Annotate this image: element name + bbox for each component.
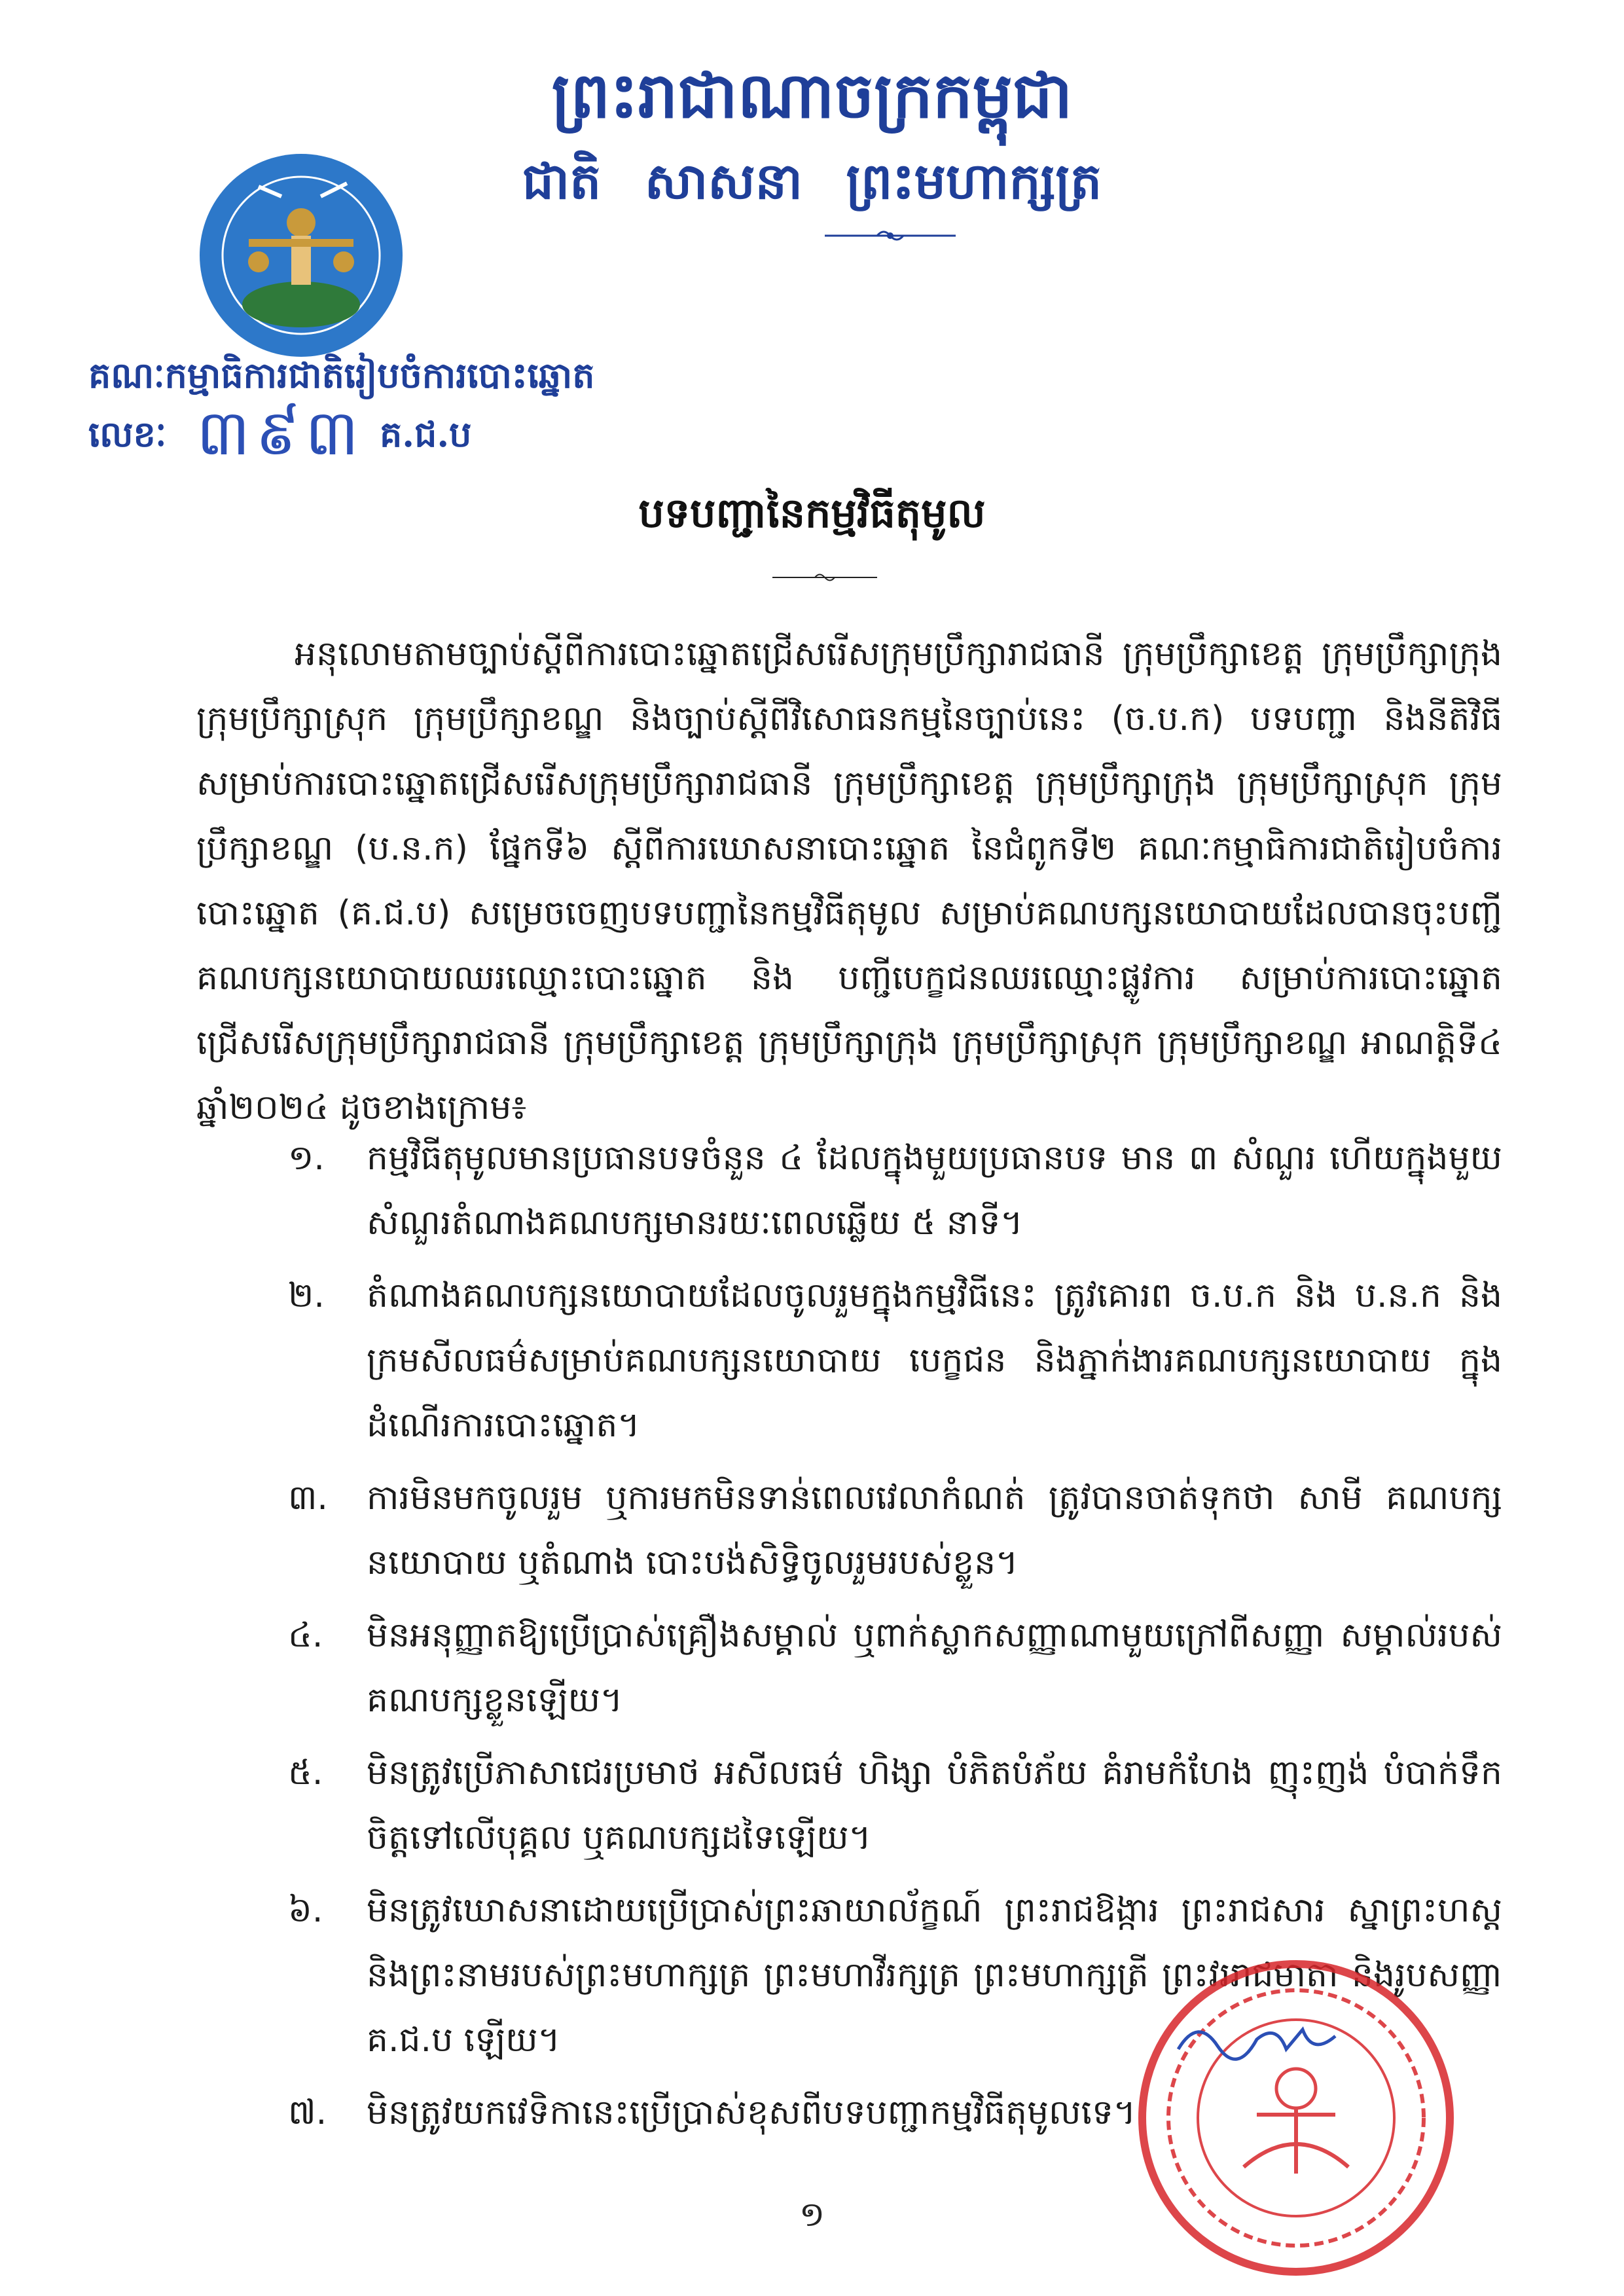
rule-number: ១.	[288, 1139, 325, 1178]
rule-text: មិនត្រូវប្រើភាសាជេរប្រមាថ អសីលធម៌ ហិង្សា បំភិតបំភ័យ គំរាមកំហែង ញុះញង់ បំបាក់ទឹកចិត្តទៅលើបុគ្គល ឬគណបក្សដទៃឡើយ។	[367, 1753, 1502, 1857]
rule-item	[288, 1126, 1502, 1256]
rule-item	[288, 1603, 1502, 1733]
rule-number: ៣.	[288, 1478, 328, 1518]
intro-paragraph: អនុលោមតាមច្បាប់ស្តីពីការបោះឆ្នោតជ្រើសរើសក្រុមប្រឹក្សារាជធានី ក្រុមប្រឹក្សាខេត្ត ក្រុមប្រឹក្សាក្រុង ក្រុមប្រឹក្សាស្រុក ក្រុមប្រឹក្សាខណ្ឌ និងច្បាប់ស្តីពីវិសោធនកម្មនៃច្បាប់នេះ (ច.ប.ក) បទបញ្ជា និងនីតិវិធីសម្រាប់ការបោះឆ្នោតជ្រើសរើសក្រុមប្រឹក្សារាជធានី ក្រុមប្រឹក្សាខេត្ត ក្រុមប្រឹក្សាក្រុង ក្រុមប្រឹក្សាស្រុក ក្រុមប្រឹក្សាខណ្ឌ (ប.ន.ក) ផ្នែកទី៦ ស្តីពីការឃោសនាបោះឆ្នោត នៃជំពូកទី២ គណៈកម្មាធិការជាតិរៀបចំការបោះឆ្នោត (គ.ជ.ប) សម្រេចចេញបទបញ្ជានៃកម្មវិធីតុមូល សម្រាប់គណបក្សនយោបាយដែលបានចុះបញ្ជីគណបក្សនយោបាយឈរឈ្មោះបោះឆ្នោត និង បញ្ជីបេក្ខជនឈរឈ្មោះផ្លូវការ សម្រាប់ការបោះឆ្នោតជ្រើសរើសក្រុមប្រឹក្សារាជធានី ក្រុមប្រឹក្សាខេត្ត ក្រុមប្រឹក្សាក្រុង ក្រុមប្រឹក្សាស្រុក ក្រុមប្រឹក្សាខណ្ឌ អាណត្តិទី៤ ឆ្នាំ២០២៤ ដូចខាងក្រោម៖	[196, 634, 1502, 1127]
agency-name: គណៈកម្មាធិការជាតិរៀបចំការបោះឆ្នោត	[88, 354, 595, 396]
reference-number: ៣៩៣	[196, 396, 365, 469]
rule-number: ៧.	[288, 2093, 327, 2132]
nec-emblem-icon	[196, 151, 406, 360]
national-motto: ជាតិ សាសនា ព្រះមហាក្សត្រ	[522, 152, 1102, 210]
rule-text: មិនត្រូវឃោសនាដោយប្រើប្រាស់ព្រះឆាយាល័ក្ខណ៍ ព្រះរាជឱង្ការ ព្រះរាជសារ ស្នាព្រះហស្ត និងព្រះនាមរបស់ព្រះមហាក្សត្រ ព្រះមហាវីរក្សត្រ ព្រះមហាក្សត្រី ព្រះវររាជមាតា និងរូបសញ្ញា គ.ជ.ប ឡើយ។	[367, 1891, 1502, 2060]
rule-text: មិនត្រូវយកវេទិកានេះប្រើប្រាស់ខុសពីបទបញ្ជាកម្មវិធីតុមូលទេ។	[367, 2093, 1136, 2132]
rule-text: តំណាងគណបក្សនយោបាយដែលចូលរួមក្នុងកម្មវិធីនេះ ត្រូវគោរព ច.ប.ក និង ប.ន.ក និងក្រមសីលធម៌សម្រាប់គណបក្សនយោបាយ បេក្ខជន និងភ្នាក់ងារគណបក្សនយោបាយ ក្នុងដំណើរការបោះឆ្នោត។	[367, 1276, 1502, 1445]
rule-item	[288, 1466, 1502, 1595]
rule-item	[288, 1741, 1502, 1870]
rule-text: ការមិនមកចូលរួម ឬការមកមិនទាន់ពេលវេលាកំណត់ ត្រូវបានចាត់ទុកថា សាមី គណបក្សនយោបាយ ឬតំណាង បោះបង់សិទ្ធិចូលរួមរបស់ខ្លួន។	[367, 1478, 1502, 1582]
signature-icon	[1172, 2003, 1342, 2075]
kingdom-title: ព្រះរាជាណាចក្រកម្ពុជា	[551, 58, 1073, 132]
page-number: ១	[799, 2195, 825, 2234]
document-title: បទបញ្ជានៃកម្មវិធីតុមូល	[638, 489, 986, 537]
reference-code: គ.ជ.ប	[380, 413, 472, 455]
rule-number: ៥.	[288, 1753, 323, 1793]
rule-number: ២.	[288, 1276, 325, 1315]
rule-text: មិនអនុញ្ញាតឱ្យប្រើប្រាស់គ្រឿងសម្គាល់ ឬពាក់ស្លាកសញ្ញាណាមួយក្រៅពីសញ្ញា សម្គាល់របស់គណបក្សខ្លួនឡើយ។	[367, 1616, 1502, 1720]
ornament-divider-icon	[825, 226, 956, 246]
rule-text: កម្មវិធីតុមូលមានប្រធានបទចំនួន ៤ ដែលក្នុងមួយប្រធានបទ មាន ៣ សំណួរ ហើយក្នុងមួយសំណួរតំណាងគណបក្សមានរយៈពេលឆ្លើយ ៥ នាទី។	[367, 1139, 1502, 1243]
title-divider-icon	[772, 570, 877, 585]
reference-label: លេខៈ	[88, 413, 167, 455]
rule-number: ៦.	[288, 1891, 323, 1930]
rule-item	[288, 1264, 1502, 1458]
rule-number: ៤.	[288, 1616, 323, 1655]
